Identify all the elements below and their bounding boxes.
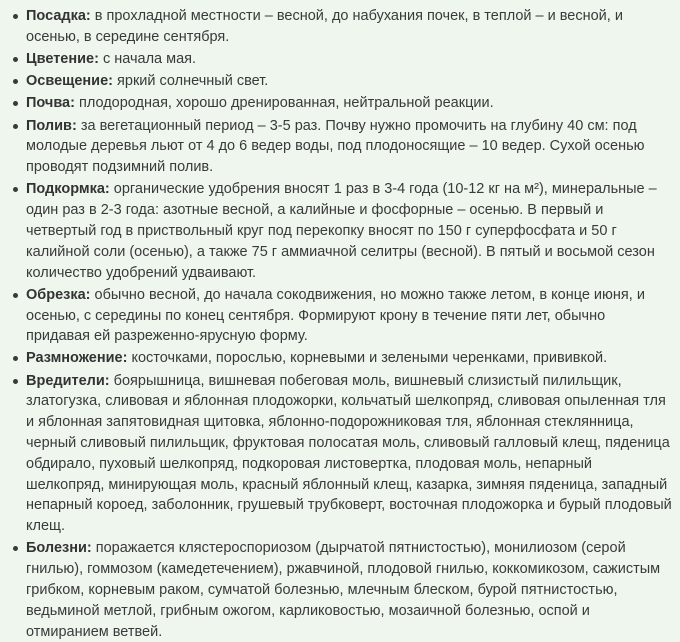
item-label: Посадка: — [26, 8, 91, 24]
list-item-flowering — [26, 49, 672, 70]
item-text: в прохладной местности – весной, до набухания почек, в теплой – и весной, и осенью, в середине сентября. — [26, 8, 623, 45]
list-item-pruning — [26, 285, 672, 347]
list-item-propagation — [26, 348, 672, 369]
item-label: Болезни: — [26, 540, 92, 557]
item-label: Вредители: — [26, 372, 110, 389]
item-text: с начала мая. — [98, 50, 197, 67]
list-item-planting — [26, 6, 672, 48]
item-text: органические удобрения вносят 1 раз в 3-4 года (10-12 кг на м²), минеральные – один раз в 2-3 года: азотные весной, а калийные и фосфорные – осенью. В первый и четвертый год в приствольный круг под перекопку вносят по 150 г суперфосфата и 50 г калийной соли (осенью), а также 75 г аммиачной селитры (весной). В пятый и восьмой сезон количество удобрений удваивают. — [26, 181, 657, 281]
item-text: боярышница, вишневая побеговая моль, вишневый слизистый пилильщик, златогузка, сливовая и яблонная плодожорки, кольчатый шелкопряд, сливовая опыленная тля и яблонная запятовидная щитовка, яблонно-подорожниковая тля, яблонная стеклянница, черный сливовый пилильщик, фруктовая полосатая моль, сливовый галловый клещ, пяденица обдирало, пуховый шелкопряд, подкоровая листовертка, плодовая моль, непарный шелкопряд, минирующая моль, красный яблонный клещ, казарка, зимняя пяденица, западный непарный короед, заболонник, грушевый трубковерт, восточная плодожорка и бурый плодовый клещ. — [26, 372, 672, 535]
item-text: обычно весной, до начала сокодвижения, но можно также летом, в конце июня, и осенью, с середины по конец сентября. Формируют крону в течение пяти лет, обычно придавая ей разреженно-ярусную форму. — [26, 286, 645, 345]
list-item-pests — [26, 371, 672, 537]
list-item-fertilizing — [26, 179, 672, 283]
list-item-lighting — [26, 71, 672, 92]
item-label: Полив: — [26, 117, 77, 134]
item-text: за вегетационный период – 3-5 раз. Почву нужно промочить на глубину 40 см: под молодые деревья льют от 4 до 6 ведер воды, под плодоносящие – 10 ведер. Сухой осенью проводят подзимний полив. — [26, 117, 645, 176]
item-label: Обрезка: — [26, 286, 91, 303]
item-label: Освещение: — [26, 73, 113, 90]
item-text: косточками, порослью, корневыми и зелеными черенками, прививкой. — [127, 350, 608, 367]
item-label: Размножение: — [26, 350, 128, 367]
item-text: плодородная, хорошо дренированная, нейтральной реакции. — [74, 95, 494, 112]
item-label: Цветение: — [26, 50, 99, 67]
item-label: Почва: — [26, 95, 75, 112]
item-text: поражается клястероспориозом (дырчатой пятнистостью), монилиозом (серой гнилью), гоммозом (камедетечением), ржавчиной, плодовой гнилью, коккомикозом, сажистым грибком, корневым раком, сумчатой болезнью, млечным блеском, бурой пятнистостью, ведьминой метлой, грибным ожогом, карликовостью, мозаичной болезнью, оспой и отмиранием ветвей. — [26, 540, 661, 640]
list-item-soil — [26, 93, 672, 114]
item-text: яркий солнечный свет. — [113, 73, 269, 90]
item-label: Подкормка: — [26, 181, 110, 198]
list-item-watering — [26, 116, 672, 178]
list-item-diseases — [26, 538, 672, 642]
